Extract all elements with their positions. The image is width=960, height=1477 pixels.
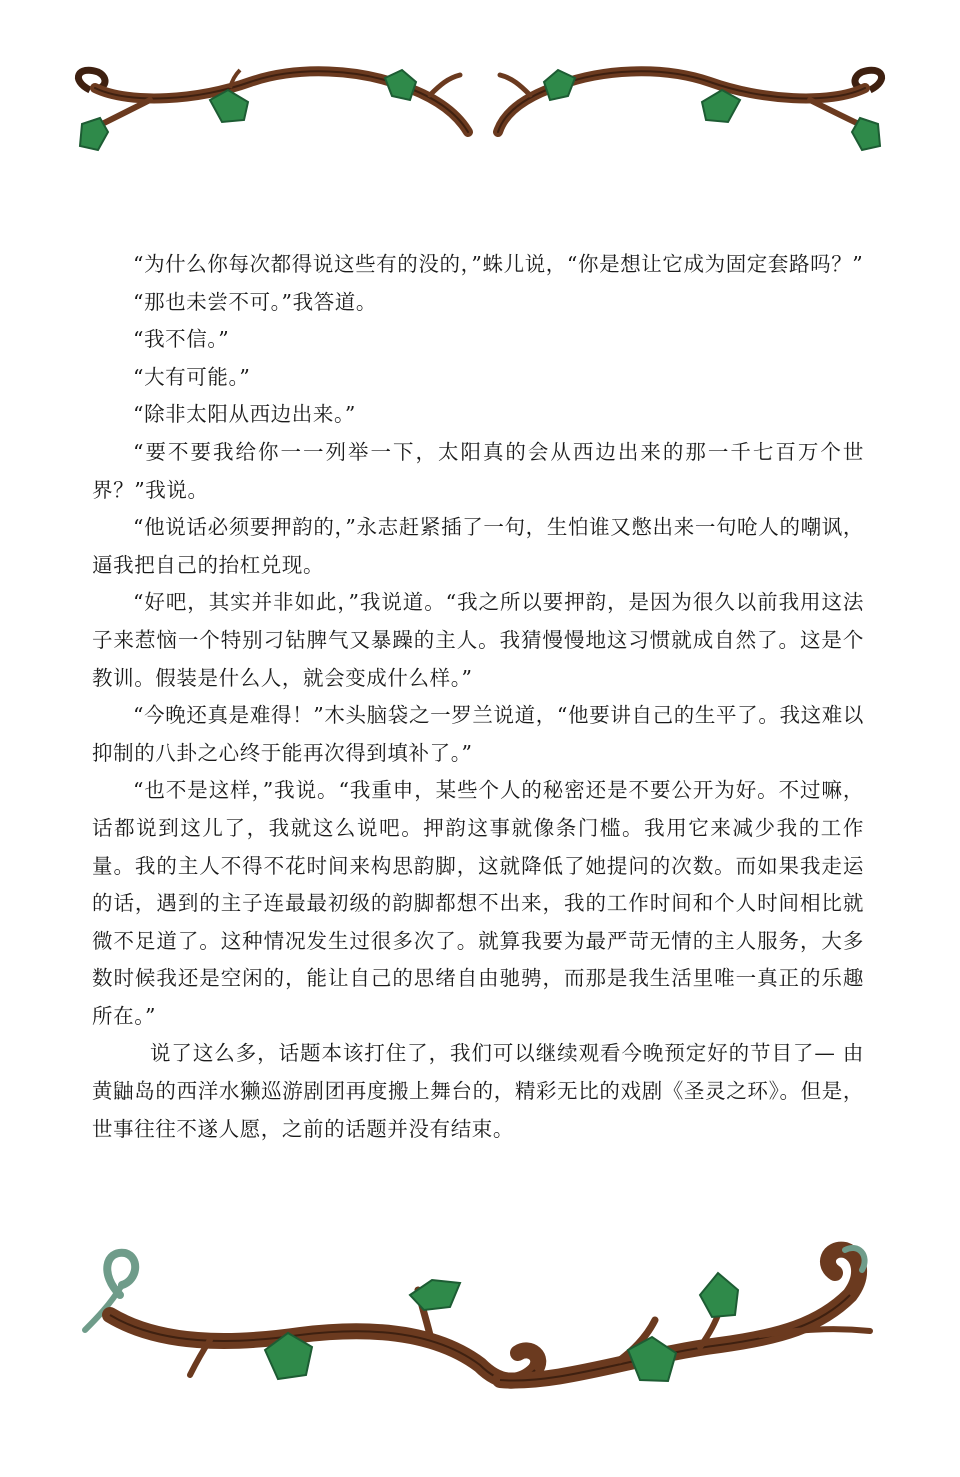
leaf-icon [700, 1273, 738, 1317]
paragraph: “要不要我给你一一列举一下，太阳真的会从西边出来的那一千七百万个世界？”我说。 [92, 439, 864, 502]
top-left-vine [78, 70, 468, 150]
top-right-vine [498, 70, 882, 150]
paragraph: “他说话必须要押韵的，”永志赶紧插了一句，生怕谁又憋出来一句呛人的嘲讽，逼我把自己的抬杠兑现。 [92, 515, 864, 577]
paragraph: “我不信。” [133, 327, 230, 352]
leaf-icon [852, 118, 880, 150]
leaf-icon [80, 118, 108, 150]
top-vine-ornament [0, 60, 960, 170]
paragraph: 说了这么多，话题本该打住了，我们可以继续观看今晚预定好的节目了— 由黄鼬岛的西洋水獭巡游剧团再度搬上舞台的，精彩无比的戏剧《圣灵之环》。但是，世事往往不遂人愿，之前的话题并没有结束。 [92, 1041, 864, 1141]
bottom-vine [85, 1248, 870, 1381]
leaf-icon [410, 1280, 460, 1310]
story-text [92, 246, 864, 1148]
paragraph: “好吧，其实并非如此，”我说道。“我之所以要押韵，是因为很久以前我用这法子来惹恼一个特别刁钻脾气又暴躁的主人。我猜慢慢地这习惯就成自然了。这是个教训。假装是什么人，就会变成什么样。” [92, 590, 864, 690]
leaf-icon [544, 70, 575, 100]
paragraph: “也不是这样，”我说。“我重申，某些个人的秘密还是不要公开为好。不过嘛，话都说到这儿了，我就这么说吧。押韵这事就像条门槛。我用它来减少我的工作量。我的主人不得不花时间来构思韵脚，这就降低了她提问的次数。而如果我走运的话，遇到的主子连最最初级的韵脚都想不出来，我的工作时间和个人时间相比就微不足道了。这种情况发生过很多次了。就算我要为最严苛无情的主人服务，大多数时候我还是空闲的，能让自己的思绪自由驰骋，而那是我生活里唯一真正的乐趣所在。” [92, 778, 864, 1028]
leaf-icon [385, 70, 416, 100]
paragraph: “那也未尝不可。”我答道。 [133, 289, 378, 314]
bottom-vine-ornament [0, 1235, 960, 1435]
paragraph: “大有可能。” [133, 364, 251, 389]
paragraph: “除非太阳从西边出来。” [133, 402, 356, 427]
paragraph: “今晚还真是难得！”木头脑袋之一罗兰说道，“他要讲自己的生平了。我这难以抑制的八卦之心终于能再次得到填补了。” [92, 703, 864, 765]
paragraph: “为什么你每次都得说这些有的没的，”蛛儿说，“你是想让它成为固定套路吗？” [133, 252, 864, 276]
leaf-icon [702, 90, 740, 122]
